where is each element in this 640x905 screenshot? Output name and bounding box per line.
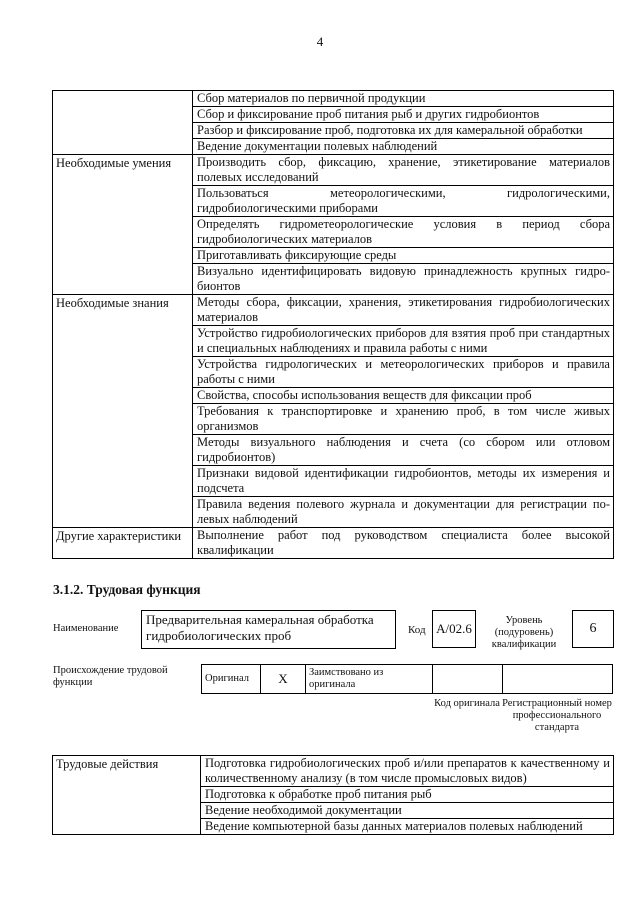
table-row bbox=[53, 528, 614, 559]
original-label: Оригинал bbox=[202, 665, 261, 694]
code-original-caption: Код оригинала bbox=[434, 698, 500, 709]
table-cell-text: Методы визуального наблюдения и счета (со сбором или отловом гидробионтов) bbox=[193, 435, 614, 466]
row-group-label: Другие характеристики bbox=[53, 528, 193, 559]
origin-table bbox=[201, 664, 613, 694]
table-cell-text: Подготовка гидробиологических проб и/или препаратов к качественному и количественному анализу (в том числе промысловых видов) bbox=[201, 756, 614, 787]
table-cell-text: Устройство гидробиологических приборов для взятия проб при стандартных и специальных наблюдениях и правила работы с ними bbox=[193, 326, 614, 357]
borrowed-label: Заимствовано из оригинала bbox=[306, 665, 433, 694]
table-cell-text: Производить сбор, фиксацию, хранение, этикетирование материалов полевых исследований bbox=[193, 155, 614, 186]
row-group-label bbox=[53, 91, 193, 155]
origin-label: Происхождение трудовой функции bbox=[53, 665, 168, 688]
row-group-label: Необходимые знания bbox=[53, 295, 193, 528]
table-cell-text: Методы сбора, фиксации, хранения, этикетирования гидробиологических материалов bbox=[193, 295, 614, 326]
labor-actions-table bbox=[52, 755, 614, 835]
table-cell-text: Визуально идентифицировать видовую принадлежность крупных гидро-бионтов bbox=[193, 264, 614, 295]
reg-number-cell bbox=[503, 665, 613, 694]
table-cell-text: Правила ведения полевого журнала и документации для регистрации по-левых наблюдений bbox=[193, 497, 614, 528]
table-cell-text: Требования к транспортировке и хранению проб, в том числе живых организмов bbox=[193, 404, 614, 435]
row-group-label: Трудовые действия bbox=[53, 756, 201, 835]
skills-knowledge-table bbox=[52, 90, 614, 559]
page-number: 4 bbox=[316, 34, 324, 49]
table-row bbox=[53, 91, 614, 107]
table-row bbox=[53, 756, 614, 787]
original-mark: X bbox=[261, 665, 306, 694]
table-cell-text: Ведение документации полевых наблюдений bbox=[193, 139, 614, 155]
table-row bbox=[53, 295, 614, 326]
section-heading: 3.1.2. Трудовая функция bbox=[53, 582, 201, 597]
table-cell-text: Свойства, способы использования веществ для фиксации проб bbox=[193, 388, 614, 404]
table-cell-text: Выполнение работ под руководством специалиста более высокой квалификации bbox=[193, 528, 614, 559]
code-field: А/02.6 bbox=[432, 610, 476, 648]
code-label: Код bbox=[408, 624, 426, 636]
table-cell-text: Подготовка к обработке проб питания рыб bbox=[201, 787, 614, 803]
function-name-field: Предварительная камеральная обработка гидробиологических проб bbox=[141, 610, 396, 649]
table-cell-text: Разбор и фиксирование проб, подготовка их для камеральной обработки bbox=[193, 123, 614, 139]
level-label: Уровень (подуровень) квалификации bbox=[491, 615, 557, 650]
row-group-label: Необходимые умения bbox=[53, 155, 193, 295]
table-cell-text: Сбор материалов по первичной продукции bbox=[193, 91, 614, 107]
name-label: Наименование bbox=[53, 623, 119, 634]
original-code-cell bbox=[433, 665, 503, 694]
table-cell-text: Пользоваться метеорологическими, гидрологическими, гидробиологическими приборами bbox=[193, 186, 614, 217]
level-field: 6 bbox=[572, 610, 614, 648]
table-cell-text: Приготавливать фиксирующие среды bbox=[193, 248, 614, 264]
table-cell-text: Сбор и фиксирование проб питания рыб и других гидробионтов bbox=[193, 107, 614, 123]
table-cell-text: Признаки видовой идентификации гидробионтов, методы их измерения и подсчета bbox=[193, 466, 614, 497]
reg-number-caption: Регистрационный номер профессионального стандарта bbox=[502, 698, 612, 733]
table-cell-text: Ведение компьютерной базы данных материалов полевых наблюдений bbox=[201, 819, 614, 835]
table-cell-text: Ведение необходимой документации bbox=[201, 803, 614, 819]
table-cell-text: Устройства гидрологических и метеорологических приборов и правила работы с ними bbox=[193, 357, 614, 388]
table-row bbox=[53, 155, 614, 186]
table-cell-text: Определять гидрометеорологические условия в период сбора гидробиологических материалов bbox=[193, 217, 614, 248]
